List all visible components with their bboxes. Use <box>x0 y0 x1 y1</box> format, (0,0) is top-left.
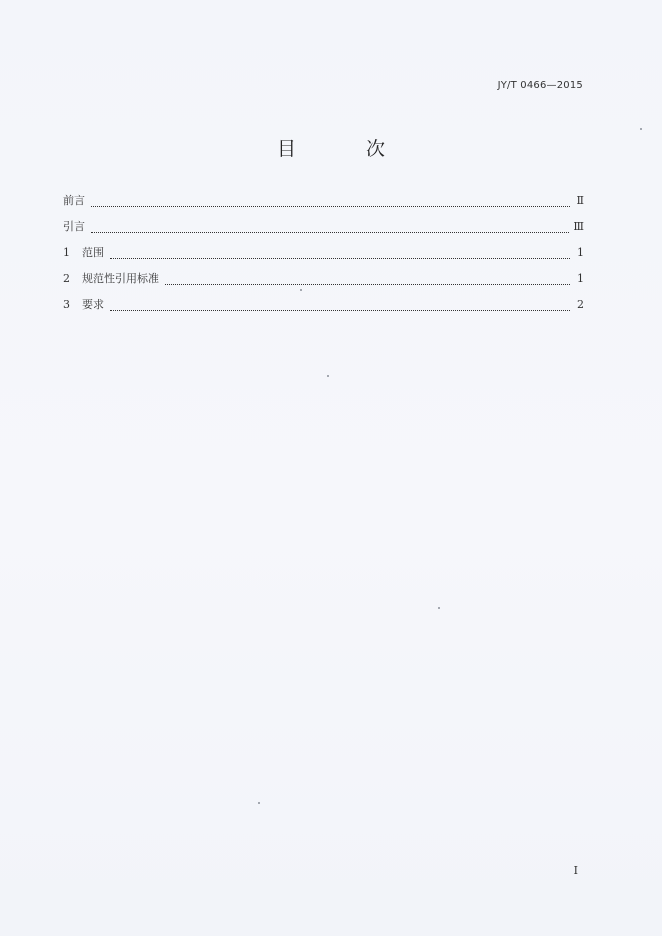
standard-number: JY/T 0466—2015 <box>497 80 583 91</box>
toc-entry-introduction[interactable] <box>63 218 584 244</box>
toc-entry-number: 3 <box>63 298 70 311</box>
toc-entry-page: 2 <box>577 298 584 311</box>
toc-entry-page: Ⅲ <box>573 220 584 233</box>
toc-entry-normative-references[interactable] <box>63 270 584 296</box>
toc-entry-foreword[interactable] <box>63 192 584 218</box>
toc-entry-scope[interactable] <box>63 244 584 270</box>
toc-entry-text: 前言 <box>63 194 85 207</box>
toc-entry-page: Ⅱ <box>576 194 584 207</box>
page-number: I <box>573 864 578 877</box>
toc-entry-page: 1 <box>577 246 584 259</box>
toc-entry-number: 2 <box>63 272 70 285</box>
toc-entry-text: 规范性引用标准 <box>82 272 159 285</box>
table-of-contents <box>63 192 584 322</box>
toc-entry-number: 1 <box>63 246 70 259</box>
toc-entry-requirements[interactable] <box>63 296 584 322</box>
toc-title: 目 次 <box>276 138 418 160</box>
dot-leader <box>110 258 570 259</box>
dot-leader <box>110 310 570 311</box>
dot-leader <box>91 206 570 207</box>
toc-entry-page: 1 <box>577 272 584 285</box>
toc-entry-text: 引言 <box>63 220 85 233</box>
toc-entry-text: 要求 <box>82 298 104 311</box>
dot-leader <box>165 284 570 285</box>
dot-leader <box>91 232 569 233</box>
toc-entry-text: 范围 <box>82 246 104 259</box>
